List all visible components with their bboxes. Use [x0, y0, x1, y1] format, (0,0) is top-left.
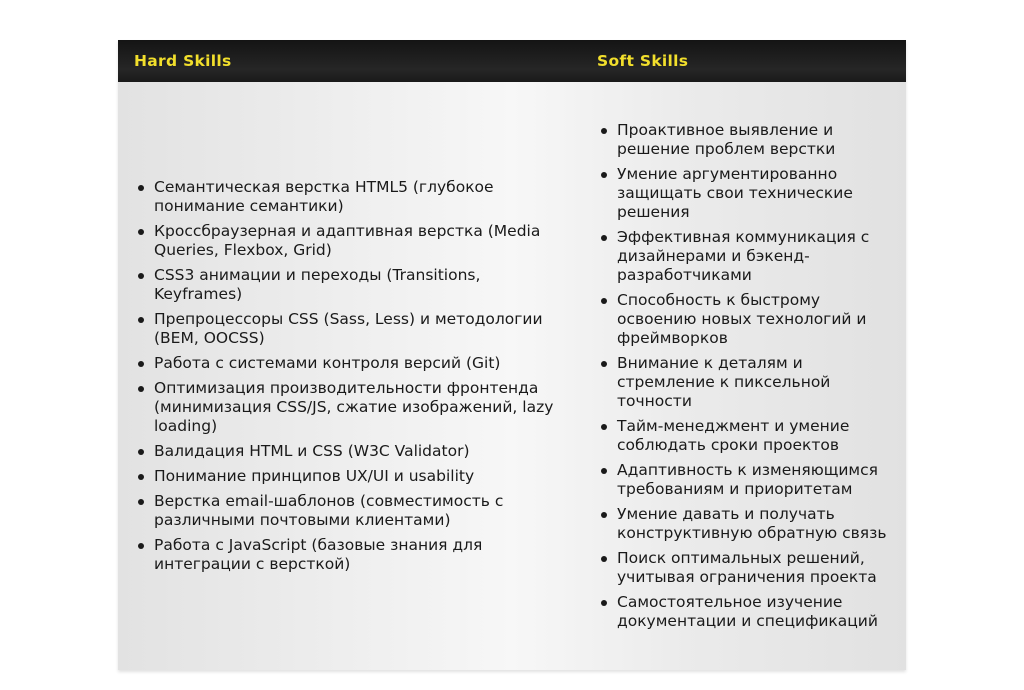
soft-skills-heading: Soft Skills	[597, 52, 689, 70]
list-item: Проактивное выявление и решение проблем верстки	[617, 121, 895, 159]
list-item: CSS3 анимации и переходы (Transitions, Keyframes)	[154, 266, 572, 304]
list-item: Умение давать и получать конструктивную обратную связь	[617, 505, 895, 543]
soft-skills-list	[595, 121, 895, 631]
hard-skills-column	[132, 82, 572, 670]
list-item: Внимание к деталям и стремление к пиксельной точности	[617, 354, 895, 411]
list-item: Самостоятельное изучение документации и спецификаций	[617, 593, 895, 631]
list-item: Верстка email-шаблонов (совместимость с различными почтовыми клиентами)	[154, 492, 572, 530]
list-item: Умение аргументированно защищать свои технические решения	[617, 165, 895, 222]
hard-skills-list	[132, 178, 572, 574]
list-item: Кроссбраузерная и адаптивная верстка (Media Queries, Flexbox, Grid)	[154, 222, 572, 260]
list-item: Понимание принципов UX/UI и usability	[154, 467, 572, 486]
hard-skills-heading: Hard Skills	[134, 52, 232, 70]
list-item: Оптимизация производительности фронтенда (минимизация CSS/JS, сжатие изображений, lazy loading)	[154, 379, 572, 436]
list-item: Тайм-менеджмент и умение соблюдать сроки проектов	[617, 417, 895, 455]
soft-skills-column	[595, 82, 895, 670]
list-item: Семантическая верстка HTML5 (глубокое понимание семантики)	[154, 178, 572, 216]
table-header	[118, 40, 906, 82]
skills-table	[118, 40, 906, 670]
list-item: Способность к быстрому освоению новых технологий и фреймворков	[617, 291, 895, 348]
list-item: Эффективная коммуникация с дизайнерами и бэкенд-разработчиками	[617, 228, 895, 285]
list-item: Работа с JavaScript (базовые знания для интеграции с версткой)	[154, 536, 572, 574]
list-item: Валидация HTML и CSS (W3C Validator)	[154, 442, 572, 461]
list-item: Работа с системами контроля версий (Git)	[154, 354, 572, 373]
list-item: Адаптивность к изменяющимся требованиям и приоритетам	[617, 461, 895, 499]
list-item: Препроцессоры CSS (Sass, Less) и методологии (BEM, OOCSS)	[154, 310, 572, 348]
list-item: Поиск оптимальных решений, учитывая ограничения проекта	[617, 549, 895, 587]
